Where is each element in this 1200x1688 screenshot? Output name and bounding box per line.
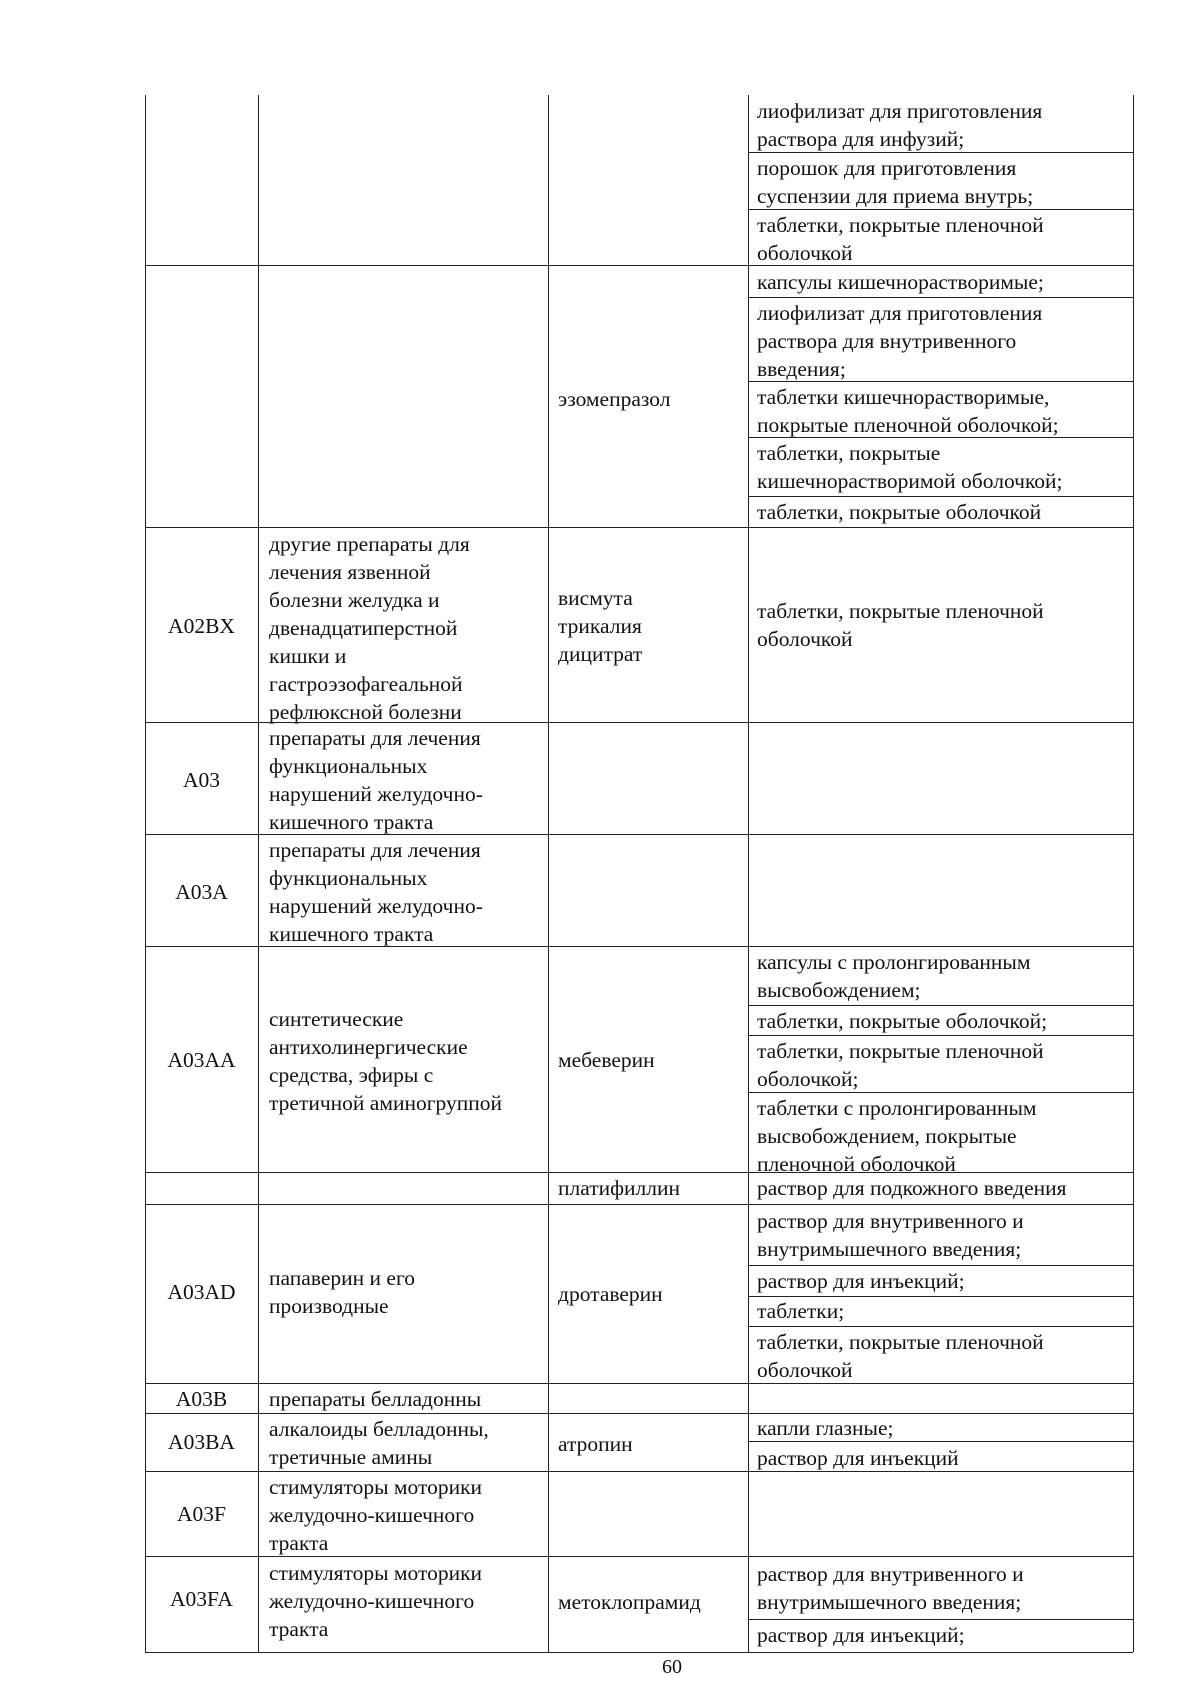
group-name: средства, эфиры с (269, 1063, 434, 1087)
group-name: третичные амины (269, 1445, 433, 1469)
dosage-form: таблетки, покрытые пленочной (757, 213, 1044, 237)
dosage-form: порошок для приготовления (757, 156, 1017, 180)
group-name: производные (269, 1294, 389, 1318)
dosage-form: капли глазные; (757, 1416, 894, 1440)
dosage-form: лиофилизат для приготовления (757, 99, 1043, 123)
dosage-form: капсулы кишечнорастворимые; (757, 270, 1044, 294)
atc-code: A03A (175, 880, 228, 904)
drug-name: метоклопрамид (558, 1590, 701, 1614)
group-name: третичной аминогруппой (269, 1091, 503, 1115)
dosage-form: пленочной оболочкой (757, 1152, 956, 1176)
drug-name: висмута (558, 586, 633, 610)
dosage-form: лиофилизат для приготовления (757, 301, 1043, 325)
dosage-form: таблетки, покрытые пленочной (757, 599, 1044, 623)
atc-code: A03AD (167, 1280, 236, 1304)
dosage-form: таблетки с пролонгированным (757, 1096, 1037, 1120)
group-name: кишечного тракта (269, 922, 434, 946)
drug-name: атропин (558, 1432, 633, 1456)
group-name: гастроэзофагеальной (269, 672, 463, 696)
dosage-form: таблетки; (757, 1299, 845, 1323)
dosage-form: раствор для внутривенного и (757, 1209, 1024, 1233)
group-name: нарушений желудочно- (269, 782, 483, 806)
group-name: функциональных (269, 754, 428, 778)
group-name: рефлюксной болезни (269, 700, 462, 724)
group-name: препараты для лечения (269, 838, 481, 862)
dosage-form: раствор для инъекций (757, 1446, 959, 1470)
group-name: желудочно-кишечного (269, 1589, 475, 1613)
dosage-form: таблетки, покрытые оболочкой; (757, 1009, 1048, 1033)
drug-name: дротаверин (558, 1282, 663, 1306)
dosage-form: капсулы с пролонгированным (757, 950, 1031, 974)
dosage-form: таблетки кишечнорастворимые, (757, 385, 1050, 409)
drug-name: трикалия (558, 614, 642, 638)
dosage-form: внутримышечного введения; (757, 1590, 1022, 1614)
dosage-form: высвобождением; (757, 978, 921, 1002)
dosage-form: покрытые пленочной оболочкой; (757, 413, 1059, 437)
group-name: папаверин и его (269, 1266, 415, 1290)
atc-code: A03F (177, 1502, 226, 1526)
atc-code: A02BX (168, 614, 235, 638)
atc-code: A03B (175, 1387, 228, 1411)
group-name: антихолинергические (269, 1035, 468, 1059)
dosage-form: кишечнорастворимой оболочкой; (757, 469, 1063, 493)
group-name: тракта (269, 1617, 329, 1641)
group-name: препараты белладонны (269, 1387, 482, 1411)
dosage-form: введения; (757, 357, 846, 381)
group-name: препараты для лечения (269, 726, 481, 750)
dosage-form: раствор для подкожного введения (757, 1176, 1067, 1200)
group-name: алкалоиды белладонны, (269, 1417, 489, 1441)
dosage-form: таблетки, покрытые оболочкой (757, 500, 1042, 524)
group-name: нарушений желудочно- (269, 894, 483, 918)
atc-code: A03AA (167, 1048, 236, 1072)
dosage-form: раствора для инфузий; (757, 127, 965, 151)
drug-name: мебеверин (558, 1048, 655, 1072)
dosage-form: таблетки, покрытые пленочной (757, 1039, 1044, 1063)
group-name: болезни желудка и (269, 588, 440, 612)
group-name: кишечного тракта (269, 810, 434, 834)
drug-name: эзомепразол (558, 387, 671, 411)
dosage-form: оболочкой (757, 1358, 853, 1382)
group-name: тракта (269, 1531, 329, 1555)
drug-name: платифиллин (558, 1176, 681, 1200)
group-name: двенадцатиперстной (269, 616, 458, 640)
dosage-form: раствор для инъекций; (757, 1623, 965, 1647)
dosage-form: оболочкой (757, 241, 853, 265)
dosage-form: таблетки, покрытые (757, 441, 941, 465)
group-name: желудочно-кишечного (269, 1503, 475, 1527)
dosage-form: оболочкой; (757, 1067, 859, 1091)
group-name: синтетические (269, 1007, 404, 1031)
dosage-form: суспензии для приема внутрь; (757, 184, 1034, 208)
atc-code: A03BA (168, 1430, 235, 1454)
atc-code: A03FA (170, 1587, 233, 1611)
dosage-form: внутримышечного введения; (757, 1237, 1022, 1261)
dosage-form: раствор для внутривенного и (757, 1562, 1024, 1586)
dosage-form: таблетки, покрытые пленочной (757, 1330, 1044, 1354)
group-name: лечения язвенной (269, 560, 431, 584)
atc-code: A03 (182, 768, 221, 792)
group-name: стимуляторы моторики (269, 1475, 483, 1499)
group-name: другие препараты для (269, 532, 470, 556)
group-name: стимуляторы моторики (269, 1561, 483, 1585)
dosage-form: оболочкой (757, 627, 853, 651)
drug-name: дицитрат (558, 642, 643, 666)
dosage-form: раствор для инъекций; (757, 1269, 965, 1293)
dosage-form: раствора для внутривенного (757, 329, 1017, 353)
group-name: кишки и (269, 644, 347, 668)
page-number: 60 (662, 1656, 682, 1678)
dosage-form: высвобождением, покрытые (757, 1124, 1017, 1148)
group-name: функциональных (269, 866, 428, 890)
